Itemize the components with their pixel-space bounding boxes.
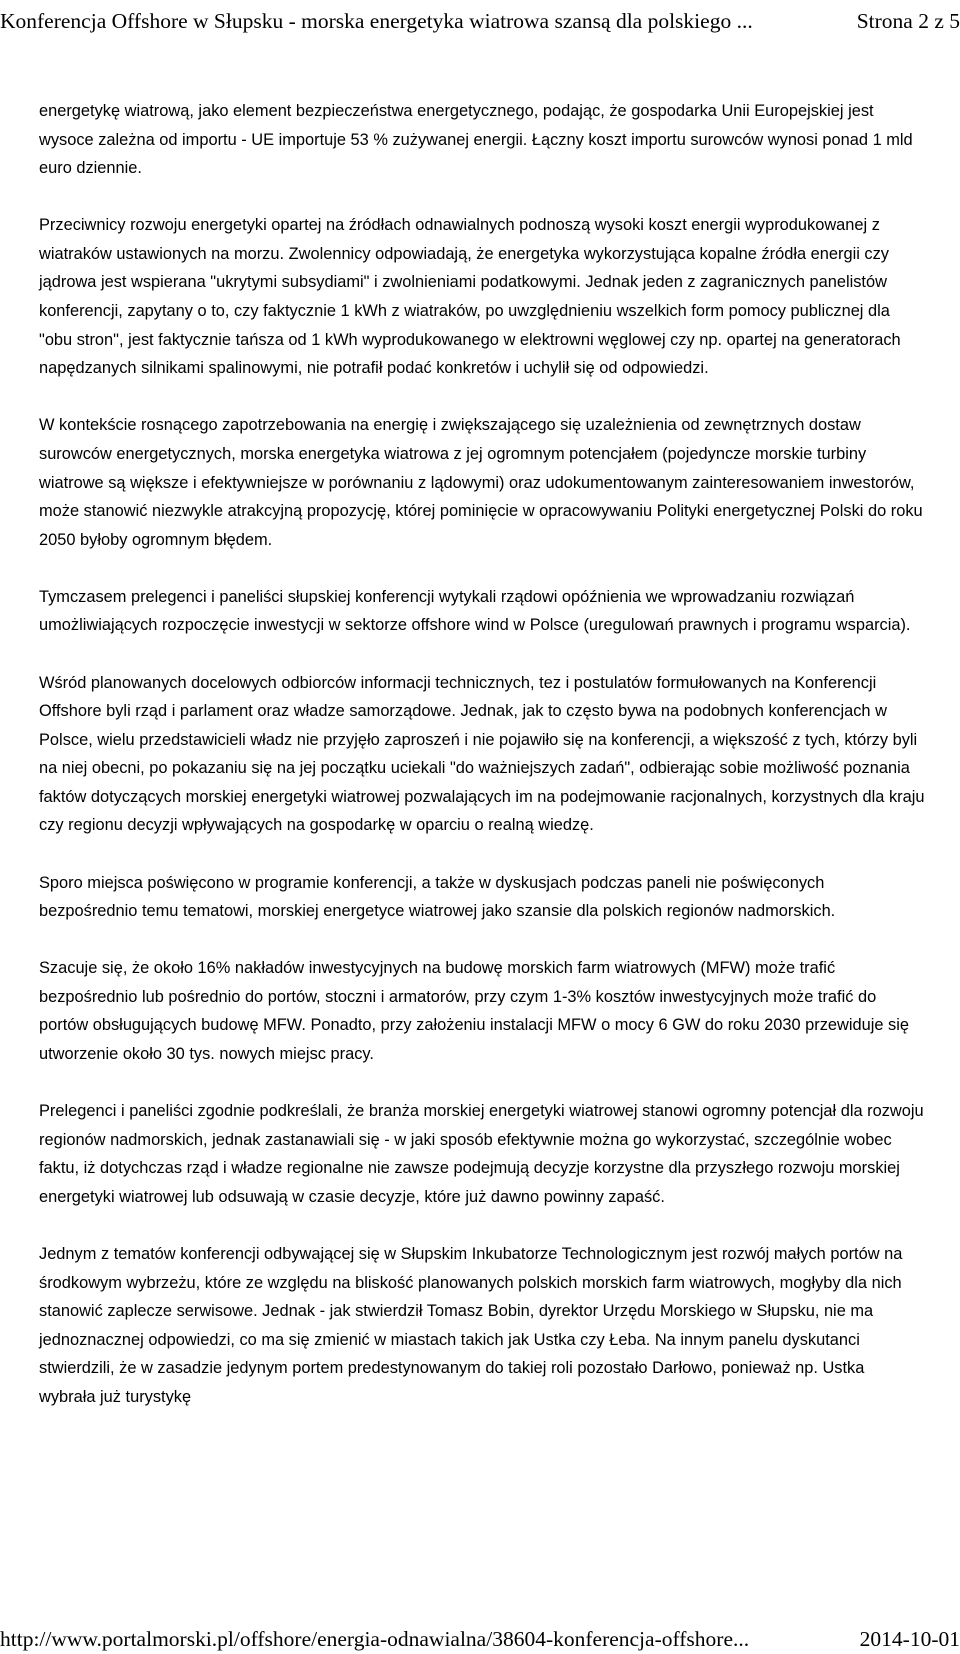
document-title: Konferencja Offshore w Słupsku - morska energetyka wiatrowa szansą dla polskiego ...: [0, 9, 753, 33]
paragraph-4: Tymczasem prelegenci i paneliści słupskiej konferencji wytykali rządowi opóźnienia we wprowadzaniu rozwiązań umożliwiających rozpoczęcie inwestycji w sektorze offshore wind w Polsce (uregulowań prawnych i programu wsparcia).: [39, 587, 911, 635]
page-footer: [0, 1624, 960, 1654]
print-date: 2014-10-01: [859, 1627, 960, 1651]
page-number: Strona 2 z 5: [856, 9, 960, 33]
page-header: [0, 6, 960, 36]
paragraph-2: Przeciwnicy rozwoju energetyki opartej na źródłach odnawialnych podnoszą wysoki koszt energii wyprodukowanej z wiatraków ustawionych na morzu. Zwolennicy odpowiadają, że energetyka wykorzystująca kopalne źródła energii czy jądrowa jest wspierana "ukrytymi subsydiami" i zwolnieniami podatkowymi. Jednak jeden z zagranicznych panelistów konferencji, zapytany o to, czy faktycznie 1 kWh z wiatraków, po uwzględnieniu wszelkich form pomocy publicznej dla "obu stron", jest faktycznie tańsza od 1 kWh wyprodukowanego w elektrowni węglowej czy np. opartej na generatorach napędzanych silnikami spalinowymi, nie potrafił podać konkretów i uchylił się od odpowiedzi.: [39, 216, 901, 378]
paragraph-3: W kontekście rosnącego zapotrzebowania na energię i zwiększającego się uzależnienia od zewnętrznych dostaw surowców energetycznych, morska energetyka wiatrowa z jej ogromnym potencjałem (pojedyncze morskie turbiny wiatrowe są większe i efektywniejsze w porównaniu z lądowymi) oraz udokumentowanym zainteresowaniem inwestorów, może stanowić niezwykle atrakcyjną propozycję, której pominięcie w opracowywaniu Polityki energetycznej Polski do roku 2050 byłoby ogromnym błędem.: [39, 416, 923, 549]
paragraph-8: Prelegenci i paneliści zgodnie podkreślali, że branża morskiej energetyki wiatrowej stanowi ogromny potencjał dla rozwoju regionów nadmorskich, jednak zastanawiali się - w jaki sposób efektywnie można go wykorzystać, szczególnie wobec faktu, iż dotychczas rząd i władze regionalne nie zawsze podejmują decyzje korzystne dla przyszłego rozwoju morskiej energetyki wiatrowej lub odsuwają w czasie decyzje, które już dawno powinny zapaść.: [39, 1102, 924, 1206]
paragraph-5: Wśród planowanych docelowych odbiorców informacji technicznych, tez i postulatów formułowanych na Konferencji Offshore byli rząd i parlament oraz władze samorządowe. Jednak, jak to często bywa na podobnych konferencjach w Polsce, wielu przedstawicieli władz nie przyjęło zaproszeń i nie pojawiło się na konferencji, a większość z tych, którzy byli na niej obecni, po pokazaniu się na jej początku uciekali "do ważniejszych zadań", odbierając sobie możliwość poznania faktów dotyczących morskiej energetyki wiatrowej pozwalających im na podejmowanie racjonalnych, korzystnych dla kraju czy regionu decyzji wpływających na gospodarkę w oparciu o realną wiedzę.: [39, 673, 925, 835]
paragraph-1: energetykę wiatrową, jako element bezpieczeństwa energetycznego, podając, że gospodarka Unii Europejskiej jest wysoce zależna od importu - UE importuje 53 % zużywanej energii. Łączny koszt importu surowców wynosi ponad 1 mld euro dziennie.: [39, 102, 913, 178]
source-url[interactable]: http://www.portalmorski.pl/offshore/energia-odnawialna/38604-konferencja-offshore...: [0, 1627, 750, 1651]
paragraph-9: Jednym z tematów konferencji odbywającej się w Słupskim Inkubatorze Technologicznym jest rozwój małych portów na środkowym wybrzeżu, które ze względu na bliskość planowanych polskich morskich farm wiatrowych, mogłyby dla nich stanowić zaplecze serwisowe. Jednak - jak stwierdził Tomasz Bobin, dyrektor Urzędu Morskiego w Słupsku, nie ma jednoznacznej odpowiedzi, co ma się zmienić w miastach takich jak Ustka czy Łeba. Na innym panelu dyskutanci stwierdzili, że w zasadzie jedynym portem predestynowanym do takiej roli pozostało Darłowo, ponieważ np. Ustka wybrała już turystykę: [39, 1245, 903, 1406]
paragraph-7: Szacuje się, że około 16% nakładów inwestycyjnych na budowę morskich farm wiatrowych (MFW) może trafić bezpośrednio lub pośrednio do portów, stoczni i armatorów, przy czym 1-3% kosztów inwestycyjnych może trafić do portów obsługujących budowę MFW. Ponadto, przy założeniu instalacji MFW o mocy 6 GW do roku 2030 przewiduje się utworzenie około 30 tys. nowych miejsc pracy.: [39, 959, 910, 1064]
paragraph-6: Sporo miejsca poświęcono w programie konferencji, a także w dyskusjach podczas paneli nie poświęconych bezpośrednio temu tematowi, morskiej energetyce wiatrowej jako szansie dla polskich regionów nadmorskich.: [39, 873, 836, 921]
article-body: [39, 97, 925, 1440]
